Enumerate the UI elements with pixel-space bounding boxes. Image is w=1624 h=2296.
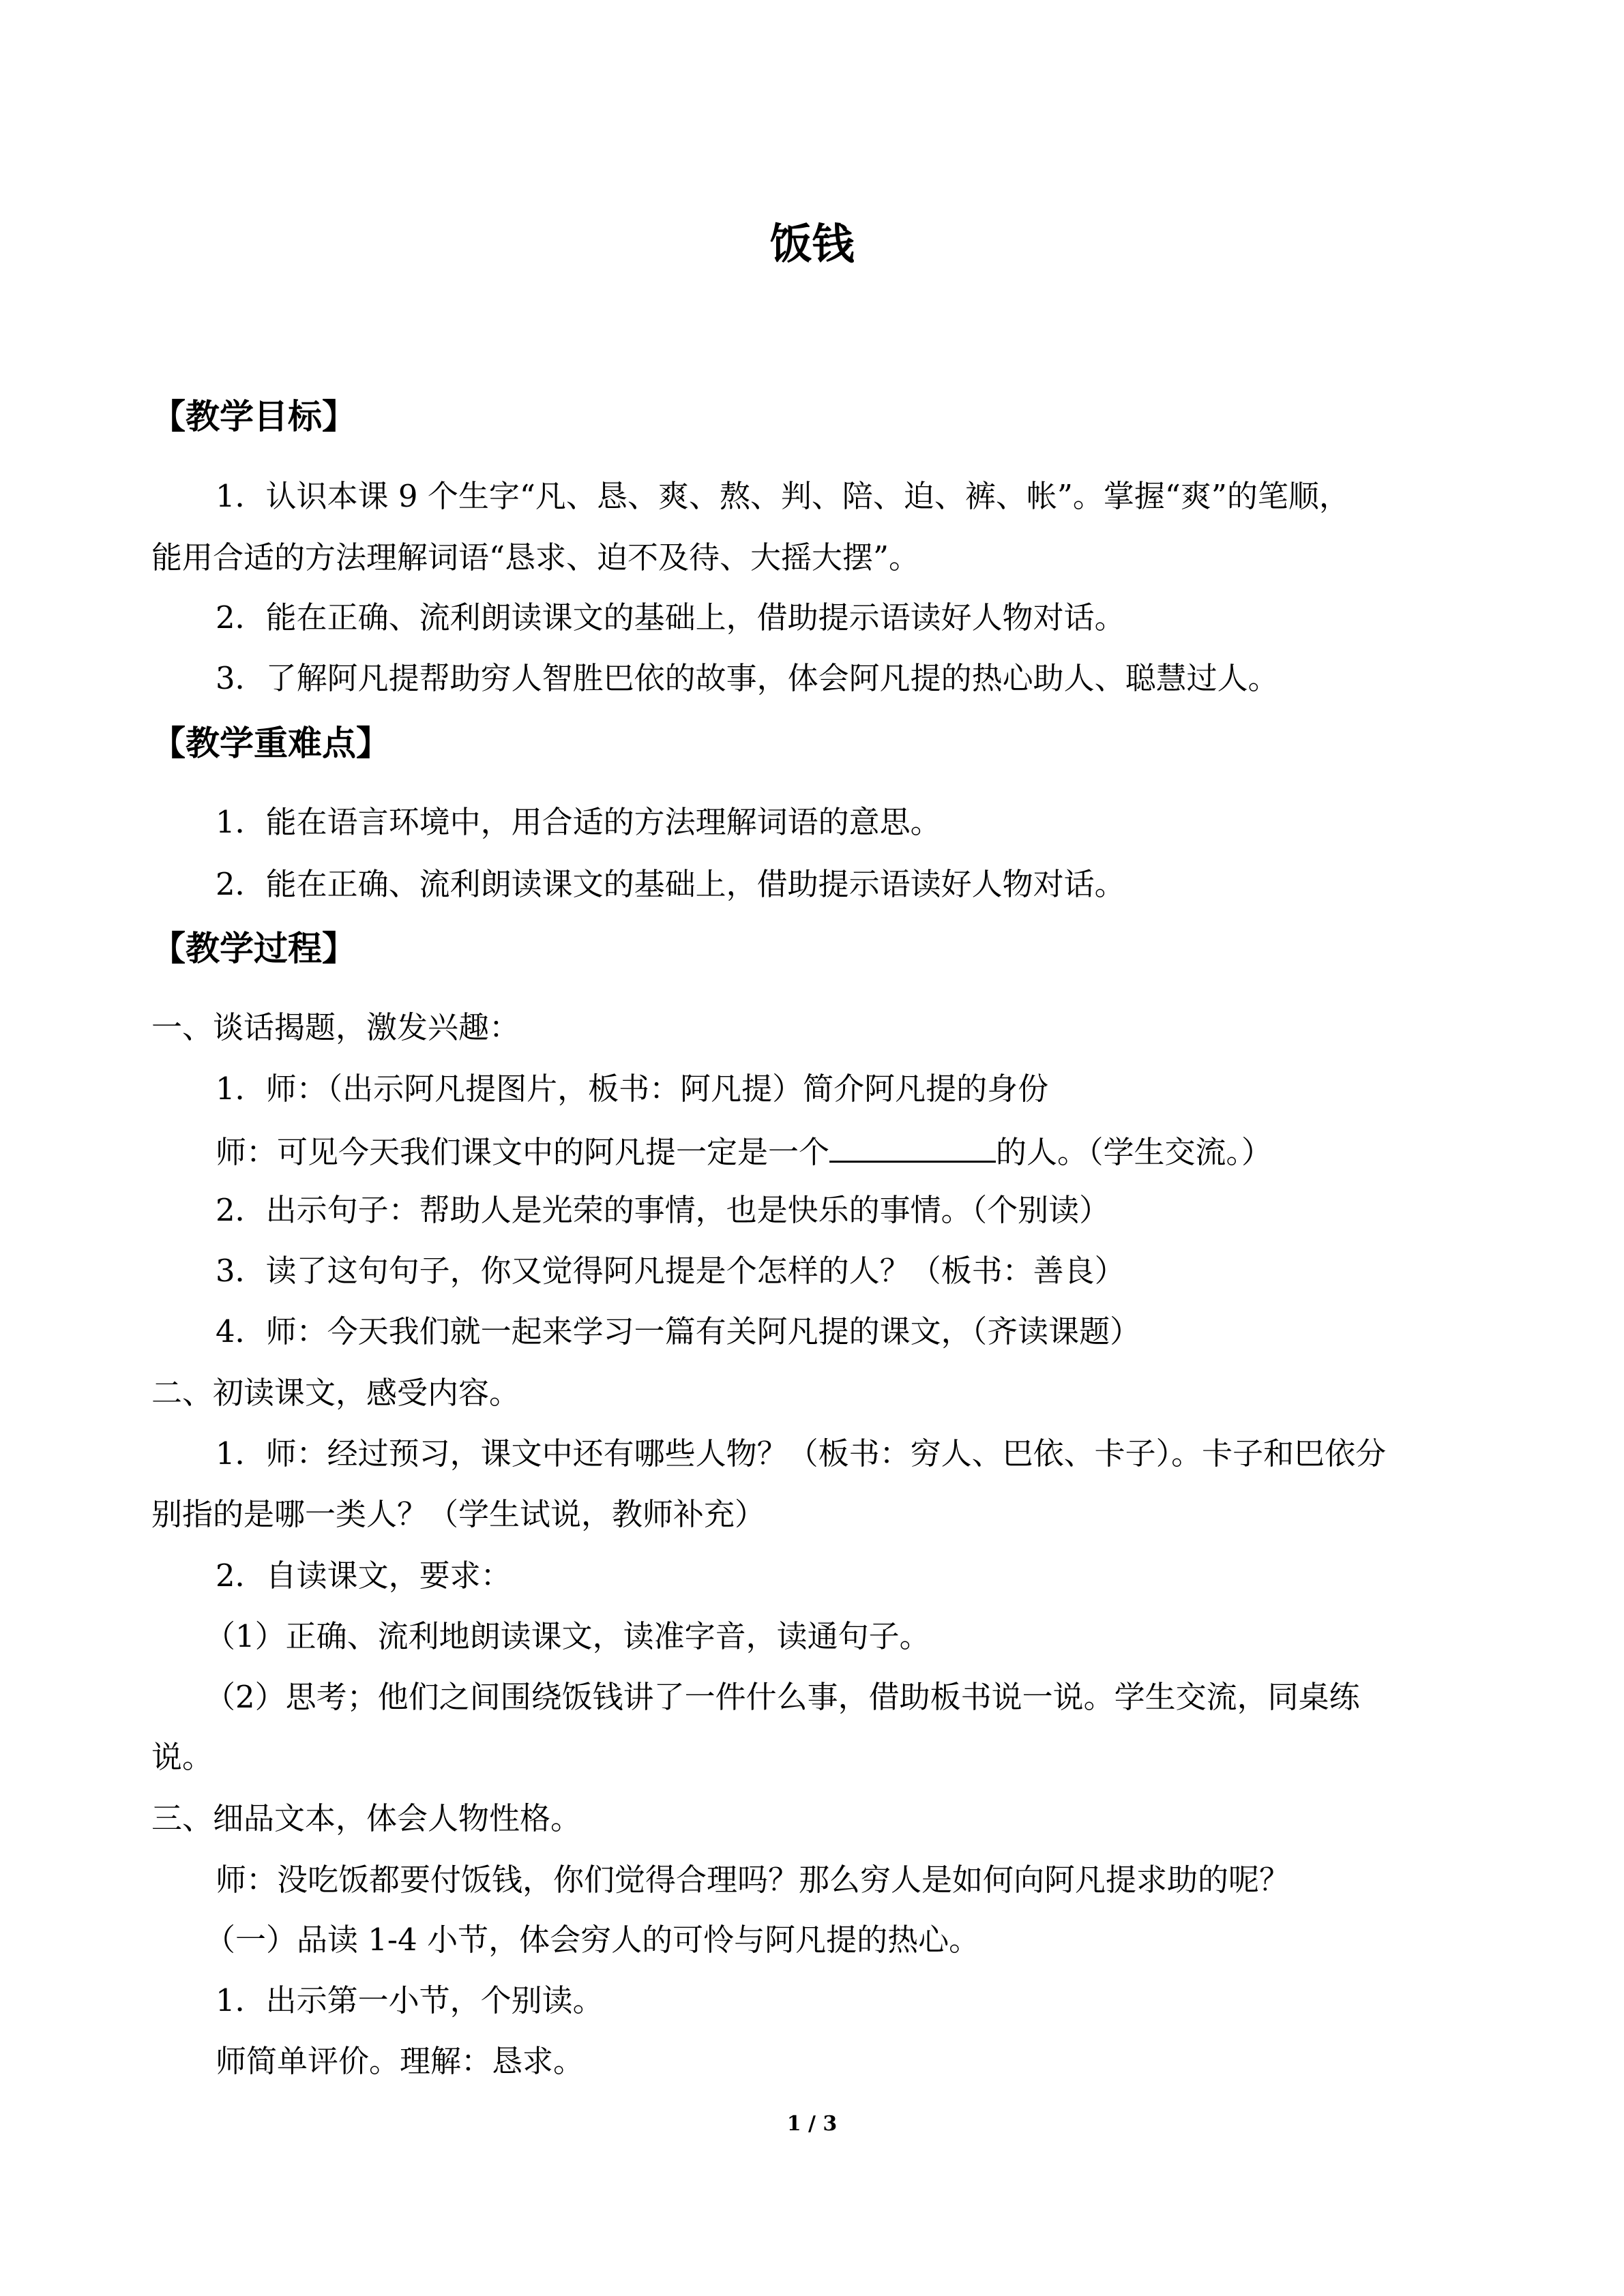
- process-line-3-part-2: 的人。（学生交流。）: [996, 1134, 1273, 1170]
- keypoints-line-2: 2．能在正确、流利朗读课文的基础上，借助提示语读好人物对话。: [216, 866, 1125, 902]
- section-heading-process: 【教学过程】: [151, 929, 356, 968]
- process-line-16: （一）品读 1-4 小节，体会穷人的可怜与阿凡提的热心。: [205, 1922, 980, 1958]
- fill-in-blank: [829, 1129, 996, 1163]
- goals-line-3: 2．能在正确、流利朗读课文的基础上，借助提示语读好人物对话。: [216, 599, 1125, 636]
- process-line-14: 三、细品文本，体会人物性格。: [151, 1800, 582, 1836]
- process-line-9: 别指的是哪一类人？（学生试说，教师补充）: [151, 1496, 766, 1532]
- keypoints-line-1: 1．能在语言环境中，用合适的方法理解词语的意思。: [216, 804, 941, 840]
- process-line-4: 2．出示句子：帮助人是光荣的事情，也是快乐的事情。（个别读）: [216, 1192, 1110, 1228]
- process-line-6: 4．师：今天我们就一起来学习一篇有关阿凡提的课文，（齐读课题）: [216, 1313, 1141, 1350]
- section-heading-goals: 【教学目标】: [151, 397, 356, 436]
- section-heading-keypoints: 【教学重难点】: [151, 724, 390, 763]
- goals-line-2: 能用合适的方法理解词语“恳求、迫不及待、大摇大摆”。: [151, 539, 920, 576]
- process-line-13: 说。: [151, 1739, 213, 1775]
- process-line-15: 师：没吃饭都要付饭钱，你们觉得合理吗？那么穷人是如何向阿凡提求助的呢？: [216, 1862, 1290, 1898]
- process-line-11: （1）正确、流利地朗读课文，读准字音，读通句子。: [205, 1618, 930, 1654]
- process-line-12: （2）思考；他们之间围绕饭钱讲了一件什么事，借助板书说一说。学生交流，同桌练: [205, 1679, 1360, 1715]
- document-title: 饭钱: [769, 219, 855, 269]
- process-line-10: 2．自读课文，要求：: [216, 1557, 512, 1594]
- process-line-3-part-1: 师：可见今天我们课文中的阿凡提一定是一个: [216, 1134, 830, 1170]
- goals-line-1: 1．认识本课 9 个生字“凡、恳、爽、熬、判、陪、迫、裤、帐”。掌握“爽”的笔顺，: [216, 478, 1350, 514]
- process-line-3: [216, 1129, 1272, 1173]
- process-line-17: 1．出示第一小节，个别读。: [216, 1982, 604, 2018]
- process-line-5: 3．读了这句句子，你又觉得阿凡提是个怎样的人？（板书：善良）: [216, 1253, 1125, 1289]
- process-line-2: 1．师：（出示阿凡提图片，板书：阿凡提）简介阿凡提的身份: [216, 1071, 1049, 1107]
- process-line-7: 二、初读课文，感受内容。: [151, 1375, 520, 1411]
- goals-line-4: 3．了解阿凡提帮助穷人智胜巴依的故事，体会阿凡提的热心助人、聪慧过人。: [216, 660, 1279, 696]
- process-line-8: 1．师：经过预习，课文中还有哪些人物？（板书：穷人、巴依、卡子）。卡子和巴依分: [216, 1435, 1387, 1472]
- process-line-1: 一、谈话揭题，激发兴趣：: [151, 1009, 520, 1045]
- process-line-18: 师简单评价。理解：恳求。: [216, 2043, 585, 2079]
- page-number: 1 / 3: [786, 2112, 838, 2136]
